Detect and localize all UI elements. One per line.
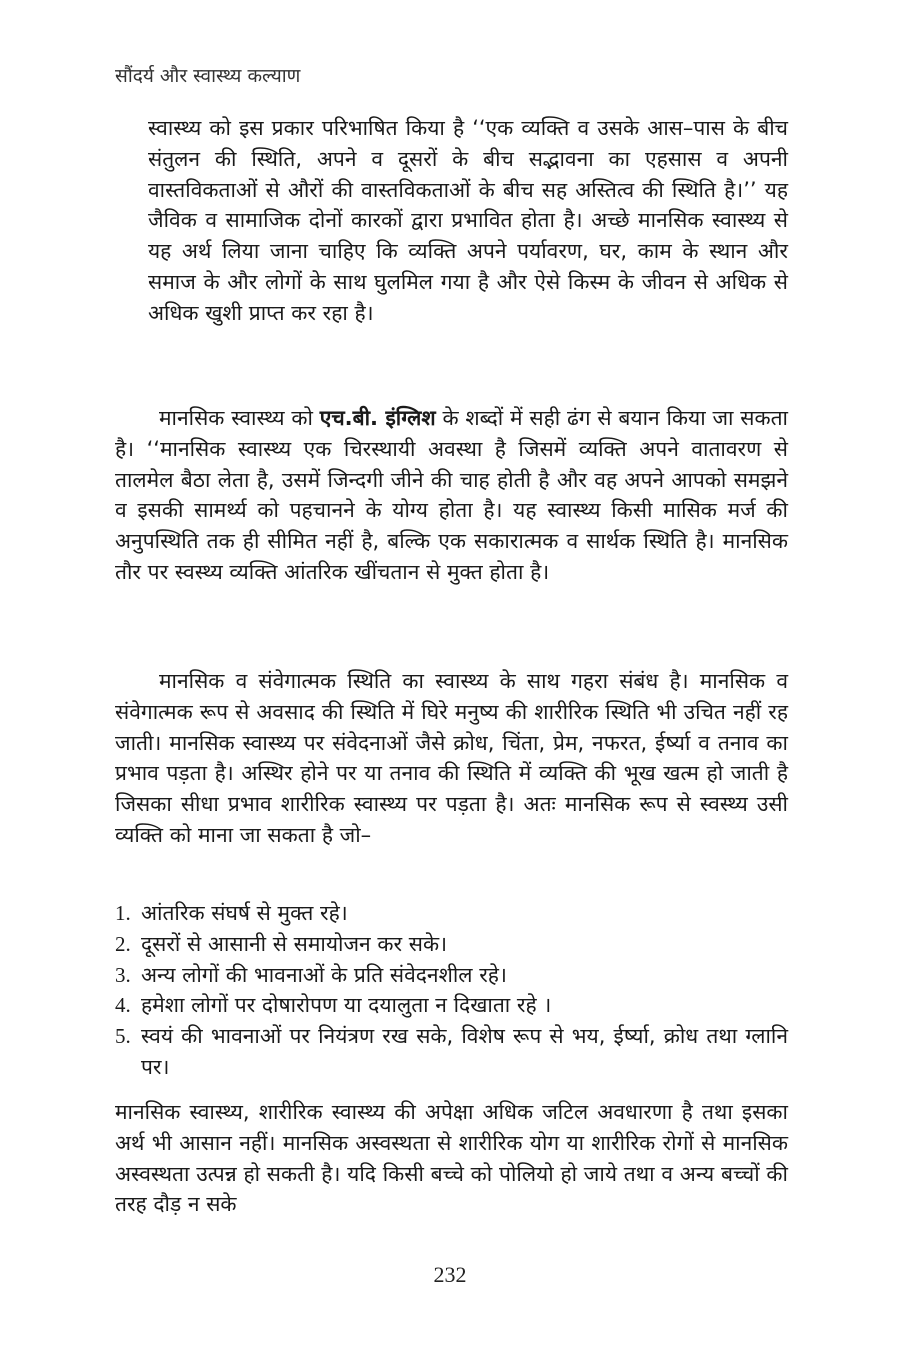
list-item (115, 1021, 788, 1083)
list-number: 2. (115, 931, 131, 956)
list-item (115, 929, 788, 960)
paragraph-mental-vs-physical: मानसिक स्वास्थ्य, शारीरिक स्वास्थ्य की अपेक्षा अधिक जटिल अवधारणा है तथा इसका अर्थ भी आसान नहीं। मानसिक अस्वस्थता से शारीरिक योग या शारीरिक रोगों से मानसिक अस्वस्थता उत्पन्न हो सकती है। यदि किसी बच्चे को पोलियो हो जाये तथा व अन्य बच्चों की तरह दौड़ न सके (115, 1100, 788, 1217)
page-number: 232 (433, 1262, 467, 1287)
running-title: सौंदर्य और स्वास्थ्य कल्याण (115, 65, 301, 87)
list-number: 3. (115, 962, 131, 987)
quote-block: स्वास्थ्य को इस प्रकार परिभाषित किया है ‘‘एक व्यक्ति व उसके आस–पास के बीच संतुलन की स्थिति, अपने व दूसरों के बीच सद्भावना का एहसास व अपनी वास्तविकताओं से औरों की वास्तविकताओं के बीच सह अस्तित्व की स्थिति है।’’ यह जैविक व सामाजिक दोनों कारकों द्वारा प्रभावित होता है। अच्छे मानसिक स्वास्थ्य से यह अर्थ लिया जाना चाहिए कि व्यक्ति अपने पर्यावरण, घर, काम के स्थान और समाज के और लोगों के साथ घुलमिल गया है और ऐसे किस्म के जीवन से अधिक से अधिक खुशी प्राप्त कर रहा है। (148, 116, 788, 325)
list-item (115, 960, 788, 991)
list-item-text: अन्य लोगों की भावनाओं के प्रति संवेदनशील रहे। (141, 962, 507, 987)
criteria-list (115, 898, 788, 1083)
list-item-text: आंतरिक संघर्ष से मुक्त रहे। (141, 901, 348, 925)
list-number: 4. (115, 993, 131, 1018)
list-number: 5. (115, 1024, 131, 1049)
paragraph-text: के शब्दों में सही ढंग से बयान किया जा सकता है। ‘‘मानसिक स्वास्थ्य एक चिरस्थायी अवस्था है जिसमें व्यक्ति अपने वातावरण से तालमेल बैठा लेता है, उसमें जिन्दगी जीने की चाह होती है और वह अपने आपको समझने व इसकी सामर्थ्य को पहचानने के योग्य होता है। यह स्वास्थ्य किसी मासिक मर्ज की अनुपस्थिति तक ही सीमित नहीं है, बल्कि एक सकारात्मक व सार्थक स्थिति है। मानसिक तौर पर स्वस्थ्य व्यक्ति आंतरिक खींचतान से मुक्त होता है। (115, 406, 788, 584)
paragraph-emotional-state: मानसिक व संवेगात्मक स्थिति का स्वास्थ्य के साथ गहरा संबंध है। मानसिक व संवेगात्मक रूप से अवसाद की स्थिति में घिरे मनुष्य की शारीरिक स्थिति भी उचित नहीं रह जाती। मानसिक स्वास्थ्य पर संवेदनाओं जैसे क्रोध, चिंता, प्रेम, नफरत, ईर्ष्या व तनाव का प्रभाव पड़ता है। अस्थिर होने पर या तनाव की स्थिति में व्यक्ति की भूख खत्म हो जाती है जिसका सीधा प्रभाव शारीरिक स्वास्थ्य पर पड़ता है। अतः मानसिक रूप से स्वस्थ्य उसी व्यक्ति को माना जा सकता है जो– (115, 669, 788, 847)
author-name: एच.बी. इंग्लिश (319, 406, 436, 430)
paragraph-english-definition (115, 403, 788, 588)
list-item-text: दूसरों से आसानी से समायोजन कर सके। (141, 931, 448, 956)
list-item (115, 898, 788, 929)
list-item-text: स्वयं की भावनाओं पर नियंत्रण रख सके, विशेष रूप से भय, ईर्ष्या, क्रोध तथा ग्लानि पर। (141, 1024, 788, 1079)
list-item-text: हमेशा लोगों पर दोषारोपण या दयालुता न दिखाता रहे । (141, 993, 552, 1018)
list-item (115, 990, 788, 1021)
paragraph-text: मानसिक स्वास्थ्य को (159, 406, 320, 430)
list-number: 1. (115, 901, 131, 925)
